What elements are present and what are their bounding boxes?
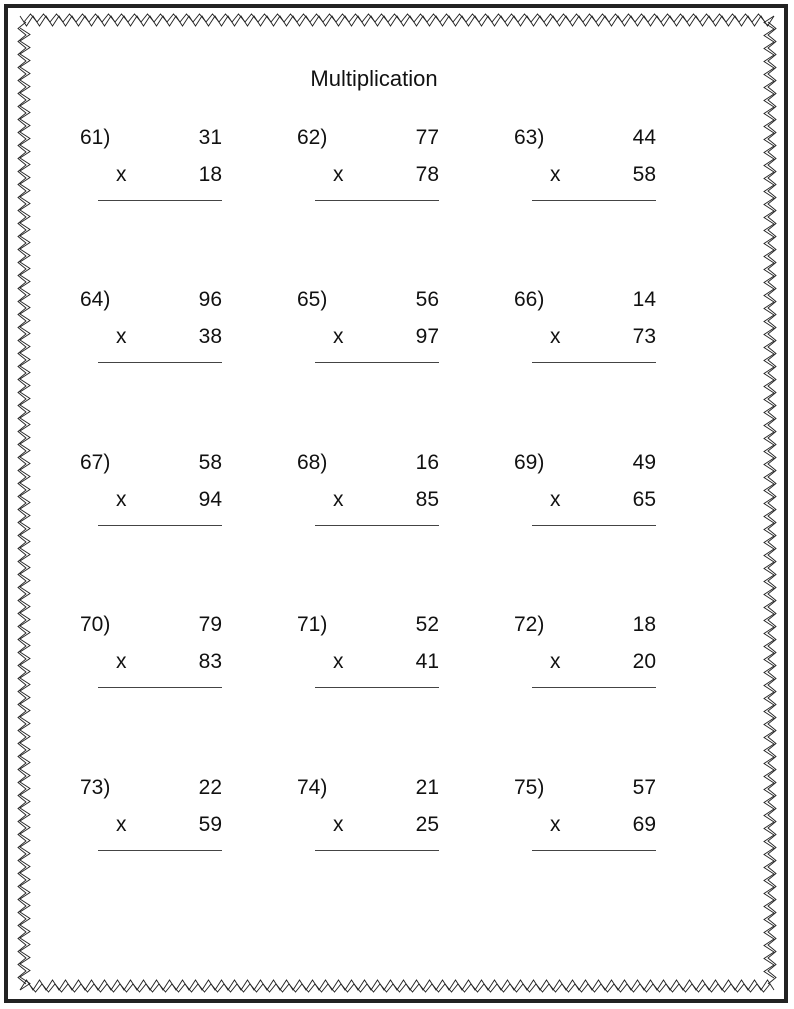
top-operand: 56 [415,288,439,311]
bottom-operand: 41 [415,650,439,673]
bottom-operand: 20 [632,650,656,673]
top-operand: 77 [415,126,439,149]
problem-number: 68) [297,451,328,474]
top-operand: 22 [198,776,222,799]
problem-3 [514,126,694,216]
bottom-operand: 58 [632,163,656,186]
problem-number: 74) [297,776,328,799]
bottom-operand: 59 [198,813,222,836]
problem-number: 70) [80,613,111,636]
problem-number: 62) [297,126,328,149]
top-operand: 18 [632,613,656,636]
top-operand: 96 [198,288,222,311]
top-operand: 49 [632,451,656,474]
problem-8 [297,451,477,541]
multiply-sign: x [333,650,344,673]
answer-line [532,362,656,363]
answer-line [98,687,222,688]
top-operand: 21 [415,776,439,799]
problem-number: 61) [80,126,111,149]
answer-line [98,850,222,851]
answer-line [315,687,439,688]
answer-line [532,850,656,851]
problem-number: 71) [297,613,328,636]
problem-number: 66) [514,288,545,311]
multiply-sign: x [116,325,127,348]
multiply-sign: x [333,163,344,186]
top-operand: 31 [198,126,222,149]
problem-number: 72) [514,613,545,636]
problem-number: 65) [297,288,328,311]
answer-line [98,525,222,526]
multiply-sign: x [333,325,344,348]
multiply-sign: x [116,163,127,186]
top-operand: 52 [415,613,439,636]
bottom-operand: 38 [198,325,222,348]
problem-10 [80,613,260,703]
bottom-operand: 69 [632,813,656,836]
answer-line [315,850,439,851]
answer-line [532,200,656,201]
answer-line [315,362,439,363]
problem-1 [80,126,260,216]
problem-number: 63) [514,126,545,149]
top-operand: 57 [632,776,656,799]
answer-line [532,687,656,688]
bottom-operand: 83 [198,650,222,673]
bottom-operand: 94 [198,488,222,511]
problem-number: 75) [514,776,545,799]
answer-line [315,200,439,201]
answer-line [98,362,222,363]
problem-5 [297,288,477,378]
top-operand: 16 [415,451,439,474]
top-operand: 14 [632,288,656,311]
problem-7 [80,451,260,541]
bottom-operand: 97 [415,325,439,348]
multiply-sign: x [550,650,561,673]
problem-4 [80,288,260,378]
multiply-sign: x [550,163,561,186]
problem-number: 73) [80,776,111,799]
worksheet-title: Multiplication [310,66,438,91]
multiply-sign: x [116,650,127,673]
bottom-operand: 25 [415,813,439,836]
multiply-sign: x [333,488,344,511]
answer-line [98,200,222,201]
problem-9 [514,451,694,541]
multiply-sign: x [550,813,561,836]
problem-13 [80,776,260,866]
multiply-sign: x [116,813,127,836]
top-operand: 79 [198,613,222,636]
bottom-operand: 73 [632,325,656,348]
problem-15 [514,776,694,866]
multiply-sign: x [550,488,561,511]
bottom-operand: 85 [415,488,439,511]
problem-14 [297,776,477,866]
multiply-sign: x [550,325,561,348]
problem-11 [297,613,477,703]
bottom-operand: 78 [415,163,439,186]
multiply-sign: x [333,813,344,836]
multiply-sign: x [116,488,127,511]
problem-number: 67) [80,451,111,474]
problem-number: 64) [80,288,111,311]
answer-line [315,525,439,526]
problem-12 [514,613,694,703]
answer-line [532,525,656,526]
top-operand: 58 [198,451,222,474]
bottom-operand: 18 [198,163,222,186]
bottom-operand: 65 [632,488,656,511]
problem-2 [297,126,477,216]
top-operand: 44 [632,126,656,149]
problem-6 [514,288,694,378]
problem-number: 69) [514,451,545,474]
